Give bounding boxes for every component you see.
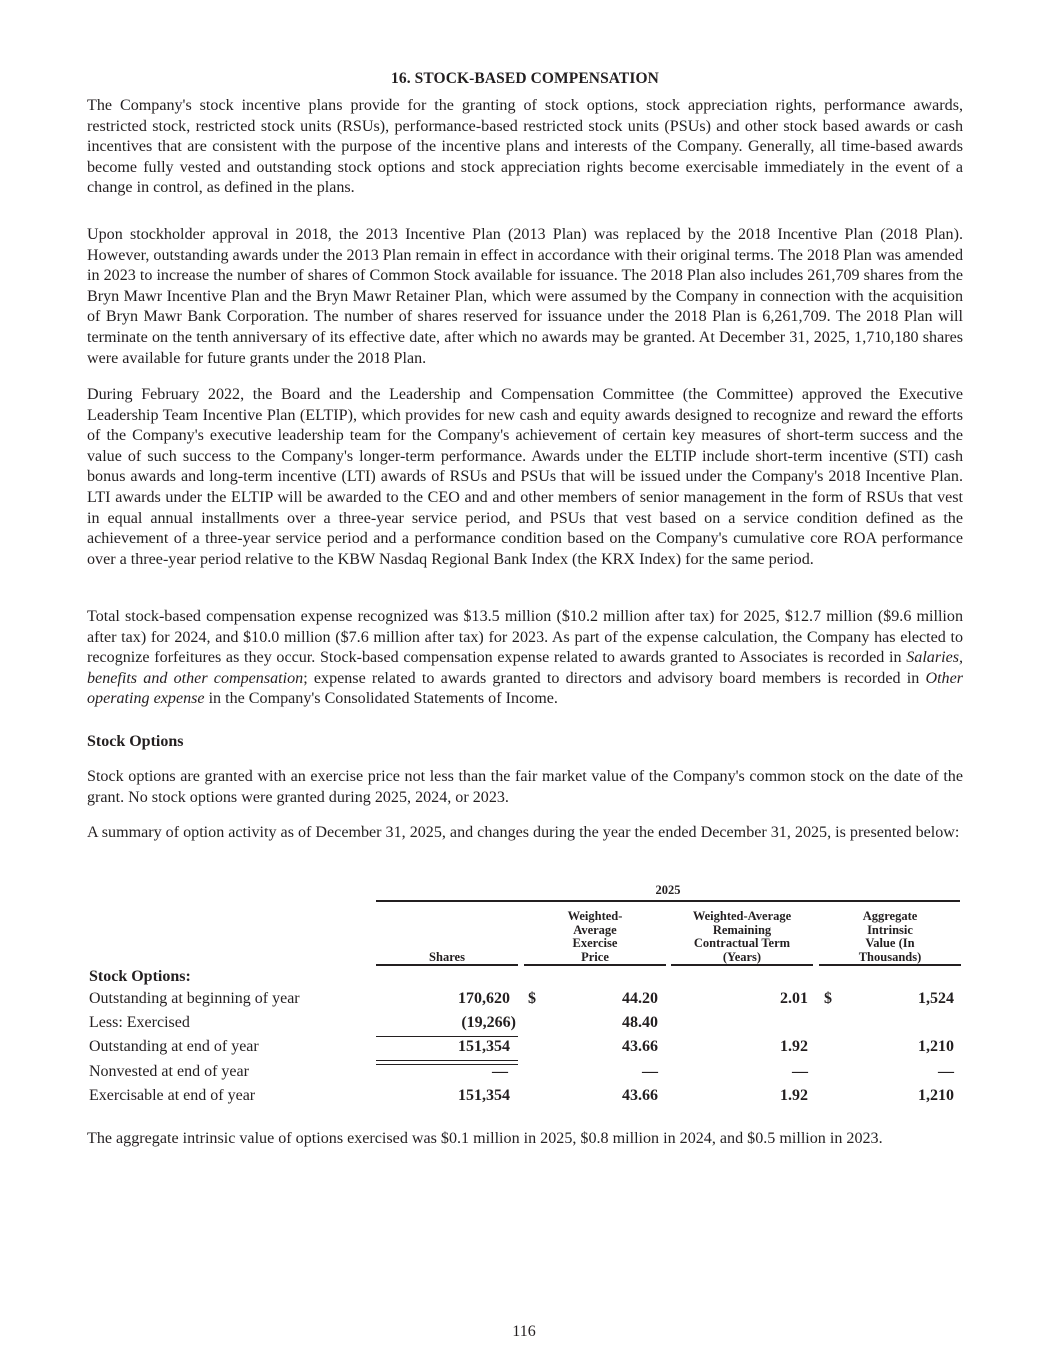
table-row (87, 1038, 963, 1062)
header-rule (524, 964, 666, 966)
paragraph-options-grant: Stock options are granted with an exercise price not less than the fair market value of the Company's common stock on the date of the grant. No stock options were granted during 2025, 2024, or 2023. (87, 768, 963, 806)
year-header-rule (376, 900, 960, 902)
table-row (87, 1014, 963, 1038)
paragraph-2018-plan: Upon stockholder approval in 2018, the 2013 Incentive Plan (2013 Plan) was replaced by the 2018 Incentive Plan (2018 Plan). However, outstanding awards under the 2013 Plan remain in effect in accordance with their original terms. The 2018 Plan was amended in 2023 to increase the number of shares of Common Stock available for issuance. The 2018 Plan also includes 261,709 shares from the Bryn Mawr Incentive Plan and the Bryn Mawr Retainer Plan, which were assumed by the Company in connection with the acquisition of Bryn Mawr Bank Corporation. The number of shares reserved for issuance under the 2018 Plan is 6,261,709. The 2018 Plan will terminate on the tenth anniversary of its effective date, after which no awards may be granted. At December 31, 2025, 1,710,180 shares were available for future grants under the 2018 Plan. (87, 226, 963, 367)
row-label: Exercisable at end of year (89, 1087, 256, 1104)
header-rule (376, 964, 518, 966)
cell-value: 1,210 (918, 1038, 954, 1055)
header-exercise-price: Weighted- Average Exercise Price (567, 909, 623, 964)
cell-price: 43.66 (622, 1038, 658, 1055)
currency-symbol: $ (528, 990, 536, 1007)
paragraph-expense (87, 607, 963, 710)
cell-value: 1,524 (918, 990, 954, 1007)
expense-italic-other: Other operating expense (87, 669, 963, 708)
paragraph-eltip: During February 2022, the Board and the Leadership and Compensation Committee (the Committee) approved the Executive Leadership Team Incentive Plan (ELTIP), which provides for new cash and equity awards designed to recognize and reward the efforts of the Company's executive leadership team for the Company's achievement of certain key measures of short-term success and the value of such success to the Company's longer-term performance. Awards under the ELTIP include short-term incentive (STI) cash bonus awards and long-term incentive (LTI) awards of RSUs and PSUs that will be issued under the Company's 2018 Incentive Plan. LTI awards under the ELTIP will be awarded to the CEO and and other members of senior management in the form of RSUs that vest in equal annual installments over a three-year service period, and PSUs that vest based on a service condition defined as the achievement of a three-year service period and a performance condition based on the Company's cumulative core ROA performance over a three-year period relative to the KBW Nasdaq Regional Bank Index (the KRX Index) for the same period. (87, 386, 963, 568)
page-number: 116 (512, 1323, 536, 1340)
section-label: Stock Options: (89, 968, 191, 985)
cell-value: 1,210 (918, 1087, 954, 1104)
currency-symbol: $ (824, 990, 832, 1007)
paragraph-summary-intro: A summary of option activity as of December 31, 2025, and changes during the year the ended December 31, 2025, is presented below: (87, 824, 960, 841)
cell-shares: 151,354 (458, 1038, 510, 1055)
cell-shares: — (492, 1063, 508, 1080)
table-row (87, 1063, 963, 1087)
expense-text-3: in the Company's Consolidated Statements of Income. (204, 690, 558, 708)
row-label: Less: Exercised (89, 1014, 190, 1031)
paragraph-incentive-plans: The Company's stock incentive plans provide for the granting of stock options, stock appreciation rights, performance awards, restricted stock, restricted stock units (RSUs), performance-based restricted stock units (PSUs) and other stock based awards or cash incentives that are consistent with the purpose of the incentive plans and interests of the Company. Generally, all time-based awards become fully vested and outstanding stock options and stock appreciation rights become exercisable immediately in the event of a change in control, as defined in the plans. (87, 97, 963, 197)
header-contractual-term: Weighted-Average Remaining Contractual Term (Years) (692, 909, 792, 964)
table-row (87, 990, 963, 1014)
header-intrinsic-value: Aggregate Intrinsic Value (In Thousands) (858, 909, 922, 964)
cell-value: — (938, 1063, 954, 1080)
table-section-row (87, 968, 963, 992)
row-label: Nonvested at end of year (89, 1063, 249, 1080)
cell-price: 43.66 (622, 1087, 658, 1104)
cell-term: 1.92 (780, 1087, 808, 1104)
cell-price: 44.20 (622, 990, 658, 1007)
total-double-rule-top (376, 1060, 518, 1061)
header-rule (671, 964, 813, 966)
subheading-stock-options: Stock Options (87, 733, 184, 750)
paragraph-intrinsic-value: The aggregate intrinsic value of options exercised was $0.1 million in 2025, $0.8 million in 2024, and $0.5 million in 2023. (87, 1130, 883, 1147)
table-year-header: 2025 (655, 883, 681, 897)
expense-text-2: ; expense related to awards granted to directors and advisory board members is recorded in (303, 669, 926, 687)
cell-term: 1.92 (780, 1038, 808, 1055)
section-title: 16. STOCK-BASED COMPENSATION (391, 70, 659, 87)
cell-term: — (792, 1063, 808, 1080)
cell-shares: 151,354 (458, 1087, 510, 1104)
expense-text-1: Total stock-based compensation expense recognized was $13.5 million ($10.2 million after tax) for 2025, $12.7 million ($9.6 million after tax) for 2024, and $10.0 million ($7.6 million after tax) for 2023. As part of the expense calculation, the Company has elected to recognize forfeitures as they occur. Stock-based compensation expense related to awards granted to Associates is recorded in (87, 608, 963, 667)
cell-price: 48.40 (622, 1014, 658, 1031)
cell-term: 2.01 (780, 990, 808, 1007)
header-shares: Shares (429, 949, 465, 964)
cell-shares: (19,266) (461, 1014, 516, 1031)
cell-price: — (642, 1063, 658, 1080)
row-label: Outstanding at beginning of year (89, 990, 300, 1007)
row-label: Outstanding at end of year (89, 1038, 259, 1055)
cell-shares: 170,620 (458, 990, 510, 1007)
table-row (87, 1087, 963, 1111)
header-rule (819, 964, 961, 966)
subtotal-rule (376, 1036, 518, 1037)
expense-italic-salaries: Salaries, benefits and other compensation (87, 649, 963, 687)
